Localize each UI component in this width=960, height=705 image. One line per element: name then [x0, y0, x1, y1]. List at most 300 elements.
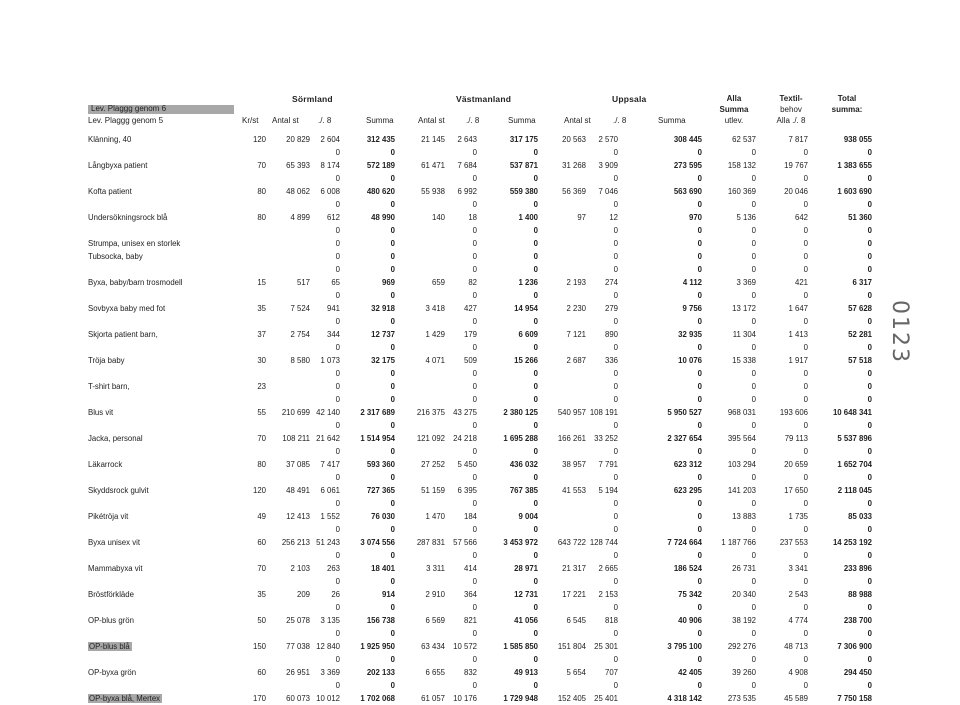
cell-value: 128 744: [589, 538, 618, 547]
cell-value: 4 899: [290, 213, 310, 222]
cell-value: 166 261: [557, 434, 586, 443]
cell-value: [266, 653, 310, 666]
data-table: [88, 133, 872, 705]
cell-value: 273 535: [727, 694, 756, 703]
table-subrow: [88, 419, 872, 432]
cell-value: 37 085: [286, 460, 310, 469]
cell-value: 0: [751, 499, 756, 508]
cell-value: 76 030: [371, 512, 395, 521]
cell-value: 0: [613, 226, 618, 235]
table-row: [88, 133, 872, 146]
cell-value: 27 252: [421, 460, 445, 469]
cell-value: [538, 146, 586, 159]
cell-value: 0: [751, 317, 756, 326]
cell-value: 52 281: [848, 330, 872, 339]
cell-value: [538, 575, 586, 588]
cell-value: 237 553: [779, 538, 808, 547]
cell-value: 0: [751, 681, 756, 690]
cell-value: 8 174: [320, 161, 340, 170]
table-subrow: [88, 367, 872, 380]
cell-value: 0: [390, 447, 395, 456]
cell-value: 21 317: [562, 564, 586, 573]
cell-value: 20 046: [784, 187, 808, 196]
cell-value: 1 413: [788, 330, 808, 339]
cell-value: 0: [867, 681, 872, 690]
cell-value: 14 253 192: [832, 538, 872, 547]
cell-value: 0: [803, 603, 808, 612]
cell-value: 31 268: [562, 161, 586, 170]
cell-value: 108 191: [589, 408, 618, 417]
cell-value: 0: [697, 551, 702, 560]
row-label-text: Jacka, personal: [88, 434, 143, 443]
cell-value: 0: [613, 447, 618, 456]
cell-value: 0: [613, 382, 618, 391]
row-label: [88, 133, 234, 146]
table-subrow: [88, 679, 872, 692]
cell-value: 32 175: [371, 356, 395, 365]
cell-value: 6 655: [425, 668, 445, 677]
row-label: [88, 367, 234, 380]
table-subrow: [88, 341, 872, 354]
cell-value: 0: [472, 603, 477, 612]
row-label: [88, 237, 234, 250]
cell-value: 563 690: [673, 187, 702, 196]
cell-value: 6 395: [457, 486, 477, 495]
cell-value: [538, 289, 586, 302]
cell-value: 0: [335, 200, 340, 209]
cell-value: 0: [697, 473, 702, 482]
cell-value: 0: [867, 265, 872, 274]
cell-value: 308 445: [673, 135, 702, 144]
cell-value: 0: [613, 291, 618, 300]
cell-value: [395, 263, 445, 276]
col-textil-line3: Alla ./. 8: [776, 116, 806, 125]
cell-value: 32 918: [371, 304, 395, 313]
cell-value: 0: [390, 681, 395, 690]
cell-value: 0: [533, 291, 538, 300]
cell-value: 3 909: [598, 161, 618, 170]
cell-krst: [234, 367, 266, 380]
cell-value: 0: [533, 382, 538, 391]
cell-value: 0: [697, 369, 702, 378]
cell-value: 158 132: [727, 161, 756, 170]
cell-value: [266, 679, 310, 692]
cell-value: 0: [867, 369, 872, 378]
cell-value: 0: [613, 655, 618, 664]
cell-value: 140: [431, 213, 445, 222]
cell-value: 3 453 972: [503, 538, 538, 547]
cell-value: 2 570: [598, 135, 618, 144]
table-row: [88, 484, 872, 497]
cell-value: 0: [697, 291, 702, 300]
cell-value: 0: [867, 473, 872, 482]
cell-value: 6 609: [518, 330, 538, 339]
cell-value: 88 988: [848, 590, 872, 599]
cell-value: 10 648 341: [832, 408, 872, 417]
cell-value: 2 665: [598, 564, 618, 573]
cell-krst: [234, 627, 266, 640]
cell-value: 38 957: [562, 460, 586, 469]
cell-value: 0: [472, 369, 477, 378]
cell-value: [395, 575, 445, 588]
col-summa-2: Summa: [508, 116, 536, 125]
cell-value: 0: [390, 382, 395, 391]
cell-value: 0: [697, 317, 702, 326]
cell-value: 0: [613, 473, 618, 482]
cell-value: 0: [751, 447, 756, 456]
cell-value: 0: [803, 265, 808, 274]
row-label: [88, 471, 234, 484]
cell-value: 1 073: [320, 356, 340, 365]
cell-value: 0: [390, 525, 395, 534]
cell-value: 0: [697, 603, 702, 612]
cell-value: [395, 198, 445, 211]
cell-value: 7 724 664: [667, 538, 702, 547]
cell-value: [266, 250, 310, 263]
cell-value: 1 735: [788, 512, 808, 521]
cell-value: 25 401: [594, 694, 618, 703]
cell-value: 1 429: [425, 330, 445, 339]
cell-value: [266, 627, 310, 640]
cell-value: 0: [390, 395, 395, 404]
cell-value: 970: [688, 213, 702, 222]
cell-value: 2 153: [598, 590, 618, 599]
cell-value: 395 564: [727, 434, 756, 443]
cell-value: 0: [867, 239, 872, 248]
cell-value: 42 140: [316, 408, 340, 417]
cell-value: 0: [867, 551, 872, 560]
cell-value: 48 713: [784, 642, 808, 651]
cell-value: 238 700: [843, 616, 872, 625]
cell-value: 0: [390, 577, 395, 586]
cell-value: 0: [697, 200, 702, 209]
cell-value: [538, 419, 586, 432]
row-label-text: Skyddsrock gulvit: [88, 486, 149, 495]
table-subrow: [88, 289, 872, 302]
cell-value: 10 076: [678, 356, 702, 365]
cell-value: 0: [533, 252, 538, 261]
cell-value: 0: [533, 239, 538, 248]
cell-value: 60 073: [286, 694, 310, 703]
cell-value: 43 275: [453, 408, 477, 417]
cell-value: 274: [604, 278, 618, 287]
cell-krst: [234, 146, 266, 159]
cell-value: [266, 367, 310, 380]
row-label-text: Mammabyxa vit: [88, 564, 143, 573]
cell-value: 0: [751, 369, 756, 378]
cell-value: 1 236: [518, 278, 538, 287]
cell-value: 2 543: [788, 590, 808, 599]
cell-krst: 60: [257, 668, 266, 677]
cell-value: 26 951: [286, 668, 310, 677]
cell-value: 6 545: [566, 616, 586, 625]
row-label: [88, 406, 234, 419]
cell-value: 45 589: [784, 694, 808, 703]
cell-value: 0: [335, 148, 340, 157]
cell-krst: [234, 198, 266, 211]
table-subrow: [88, 224, 872, 237]
cell-value: 0: [803, 343, 808, 352]
cell-value: [538, 380, 586, 393]
cell-value: 17 221: [562, 590, 586, 599]
cell-value: 0: [335, 473, 340, 482]
cell-value: 61 057: [421, 694, 445, 703]
row-label: [88, 315, 234, 328]
cell-value: 7 046: [598, 187, 618, 196]
table-row: [88, 432, 872, 445]
cell-krst: 80: [257, 460, 266, 469]
table-row: [88, 380, 872, 393]
cell-value: 0: [697, 512, 702, 521]
cell-krst: 70: [257, 434, 266, 443]
cell-value: 0: [390, 343, 395, 352]
cell-value: 186 524: [673, 564, 702, 573]
row-label-text: Klänning, 40: [88, 135, 132, 144]
cell-value: 0: [335, 603, 340, 612]
cell-value: 279: [604, 304, 618, 313]
cell-krst: [234, 445, 266, 458]
cell-value: 0: [472, 317, 477, 326]
cell-value: 0: [613, 629, 618, 638]
cell-value: 0: [335, 317, 340, 326]
cell-value: 20 340: [732, 590, 756, 599]
row-label: [88, 380, 234, 393]
table-row: [88, 354, 872, 367]
table-row: [88, 562, 872, 575]
cell-value: 0: [803, 655, 808, 664]
cell-value: [395, 445, 445, 458]
cell-value: 0: [867, 174, 872, 183]
table-subrow: [88, 549, 872, 562]
cell-value: 312 435: [366, 135, 395, 144]
cell-value: 0: [803, 473, 808, 482]
row-label: [88, 263, 234, 276]
cell-value: 0: [751, 551, 756, 560]
row-label: [88, 445, 234, 458]
cell-value: 294 450: [843, 668, 872, 677]
cell-value: 2 380 125: [503, 408, 538, 417]
cell-value: 0: [533, 317, 538, 326]
table-subrow: [88, 523, 872, 536]
cell-value: [395, 497, 445, 510]
row-label: [88, 185, 234, 198]
cell-value: 0: [803, 499, 808, 508]
cell-krst: 55: [257, 408, 266, 417]
table-subrow: [88, 627, 872, 640]
cell-value: 12 840: [316, 642, 340, 651]
cell-value: 18: [468, 213, 477, 222]
cell-value: [266, 380, 310, 393]
cell-value: 623 312: [673, 460, 702, 469]
cell-value: 0: [697, 174, 702, 183]
cell-value: [266, 315, 310, 328]
row-label-text: T-shirt barn,: [88, 382, 130, 391]
cell-value: 2 317 689: [360, 408, 395, 417]
cell-value: 0: [472, 421, 477, 430]
cell-value: 421: [794, 278, 808, 287]
cell-krst: 35: [257, 304, 266, 313]
cell-krst: 70: [257, 161, 266, 170]
cell-value: 0: [803, 369, 808, 378]
cell-value: 2 327 654: [667, 434, 702, 443]
cell-value: 0: [867, 629, 872, 638]
row-label: [88, 588, 234, 601]
cell-krst: 80: [257, 187, 266, 196]
cell-value: 13 172: [732, 304, 756, 313]
cell-value: 0: [472, 226, 477, 235]
cell-value: 193 606: [779, 408, 808, 417]
cell-value: 0: [613, 200, 618, 209]
cell-value: [395, 237, 445, 250]
cell-value: 5 450: [457, 460, 477, 469]
cell-value: 8 580: [290, 356, 310, 365]
row-label-text: Byxa unisex vit: [88, 538, 141, 547]
col-div-2: ./. 8: [466, 116, 480, 125]
cell-value: 1 585 850: [503, 642, 538, 651]
cell-value: 0: [751, 395, 756, 404]
cell-value: 0: [613, 317, 618, 326]
cell-value: 0: [472, 655, 477, 664]
cell-value: [395, 146, 445, 159]
cell-krst: [234, 471, 266, 484]
row-label: [88, 172, 234, 185]
cell-value: 0: [803, 382, 808, 391]
cell-value: [538, 367, 586, 380]
cell-value: 6 061: [320, 486, 340, 495]
row-label-text: OP-blus blå: [89, 642, 130, 651]
cell-value: 0: [697, 499, 702, 508]
cell-value: 0: [751, 148, 756, 157]
cell-value: 0: [867, 499, 872, 508]
cell-value: 2 604: [320, 135, 340, 144]
cell-krst: [234, 224, 266, 237]
cell-value: [538, 627, 586, 640]
cell-krst: 37: [257, 330, 266, 339]
cell-value: 364: [463, 590, 477, 599]
cell-value: 0: [390, 473, 395, 482]
cell-value: 0: [697, 629, 702, 638]
cell-krst: 23: [257, 382, 266, 391]
table-row: [88, 692, 872, 705]
cell-value: 0: [803, 681, 808, 690]
cell-value: 0: [613, 252, 618, 261]
cell-krst: [234, 289, 266, 302]
cell-value: 0: [613, 421, 618, 430]
cell-value: 26: [331, 590, 340, 599]
cell-krst: [234, 250, 266, 263]
cell-value: 0: [533, 577, 538, 586]
cell-value: 41 056: [514, 616, 538, 625]
table-subrow: [88, 601, 872, 614]
row-label-text: Skjorta patient barn,: [88, 330, 158, 339]
cell-value: 97: [577, 213, 586, 222]
cell-value: [266, 575, 310, 588]
cell-value: 7 791: [598, 460, 618, 469]
cell-value: 0: [803, 252, 808, 261]
cell-value: [538, 497, 586, 510]
row-label: [88, 302, 234, 315]
cell-value: 0: [533, 499, 538, 508]
row-label: [88, 484, 234, 497]
cell-value: 21 145: [421, 135, 445, 144]
cell-value: 38 192: [732, 616, 756, 625]
cell-value: 623 295: [673, 486, 702, 495]
cell-value: 9 756: [682, 304, 702, 313]
row-label-text: Byxa, baby/barn trosmodell: [88, 278, 183, 287]
row-label: [88, 354, 234, 367]
col-summa-1: Summa: [366, 116, 394, 125]
cell-value: 344: [326, 330, 340, 339]
row-label-text: Långbyxa patient: [88, 161, 148, 170]
cell-value: 292 276: [727, 642, 756, 651]
cell-value: 0: [867, 603, 872, 612]
cell-value: 0: [390, 265, 395, 274]
cell-value: [538, 445, 586, 458]
cell-value: 0: [390, 369, 395, 378]
cell-value: 0: [867, 395, 872, 404]
cell-value: 0: [613, 265, 618, 274]
col-textil-line2: behov: [780, 105, 802, 114]
cell-value: 0: [533, 200, 538, 209]
cell-value: 3 074 556: [360, 538, 395, 547]
cell-value: 537 871: [509, 161, 538, 170]
cell-value: 7 817: [788, 135, 808, 144]
cell-value: 3 135: [320, 616, 340, 625]
cell-value: 0: [751, 525, 756, 534]
table-row: [88, 614, 872, 627]
cell-value: 62 537: [732, 135, 756, 144]
cell-krst: [234, 263, 266, 276]
cell-value: 40 906: [678, 616, 702, 625]
cell-value: 15 338: [732, 356, 756, 365]
cell-value: 10 012: [316, 694, 340, 703]
cell-value: 0: [390, 499, 395, 508]
cell-value: 336: [604, 356, 618, 365]
cell-value: 0: [335, 655, 340, 664]
cell-value: [538, 393, 586, 406]
cell-value: 0: [867, 421, 872, 430]
cell-value: [266, 419, 310, 432]
cell-value: 0: [867, 148, 872, 157]
cell-value: 24 218: [453, 434, 477, 443]
cell-krst: [234, 497, 266, 510]
cell-krst: 49: [257, 512, 266, 521]
cell-value: 0: [697, 148, 702, 157]
cell-value: 969: [381, 278, 395, 287]
cell-value: 0: [533, 447, 538, 456]
cell-value: 49 913: [514, 668, 538, 677]
table-row: [88, 211, 872, 224]
cell-value: 256 213: [281, 538, 310, 547]
cell-value: [395, 289, 445, 302]
cell-value: 938 055: [843, 135, 872, 144]
col-antal-1: Antal st: [272, 116, 299, 125]
cell-value: 968 031: [727, 408, 756, 417]
region-sormland: Sörmland: [292, 94, 333, 104]
cell-krst: [234, 601, 266, 614]
cell-krst: [234, 653, 266, 666]
cell-value: 0: [751, 421, 756, 430]
cell-value: 141 203: [727, 486, 756, 495]
cell-value: 210 699: [281, 408, 310, 417]
cell-value: 0: [751, 252, 756, 261]
cell-value: 0: [472, 473, 477, 482]
cell-value: 0: [803, 551, 808, 560]
cell-value: 12 413: [286, 512, 310, 521]
cell-value: 0: [751, 265, 756, 274]
table-row: [88, 276, 872, 289]
cell-value: 0: [390, 655, 395, 664]
